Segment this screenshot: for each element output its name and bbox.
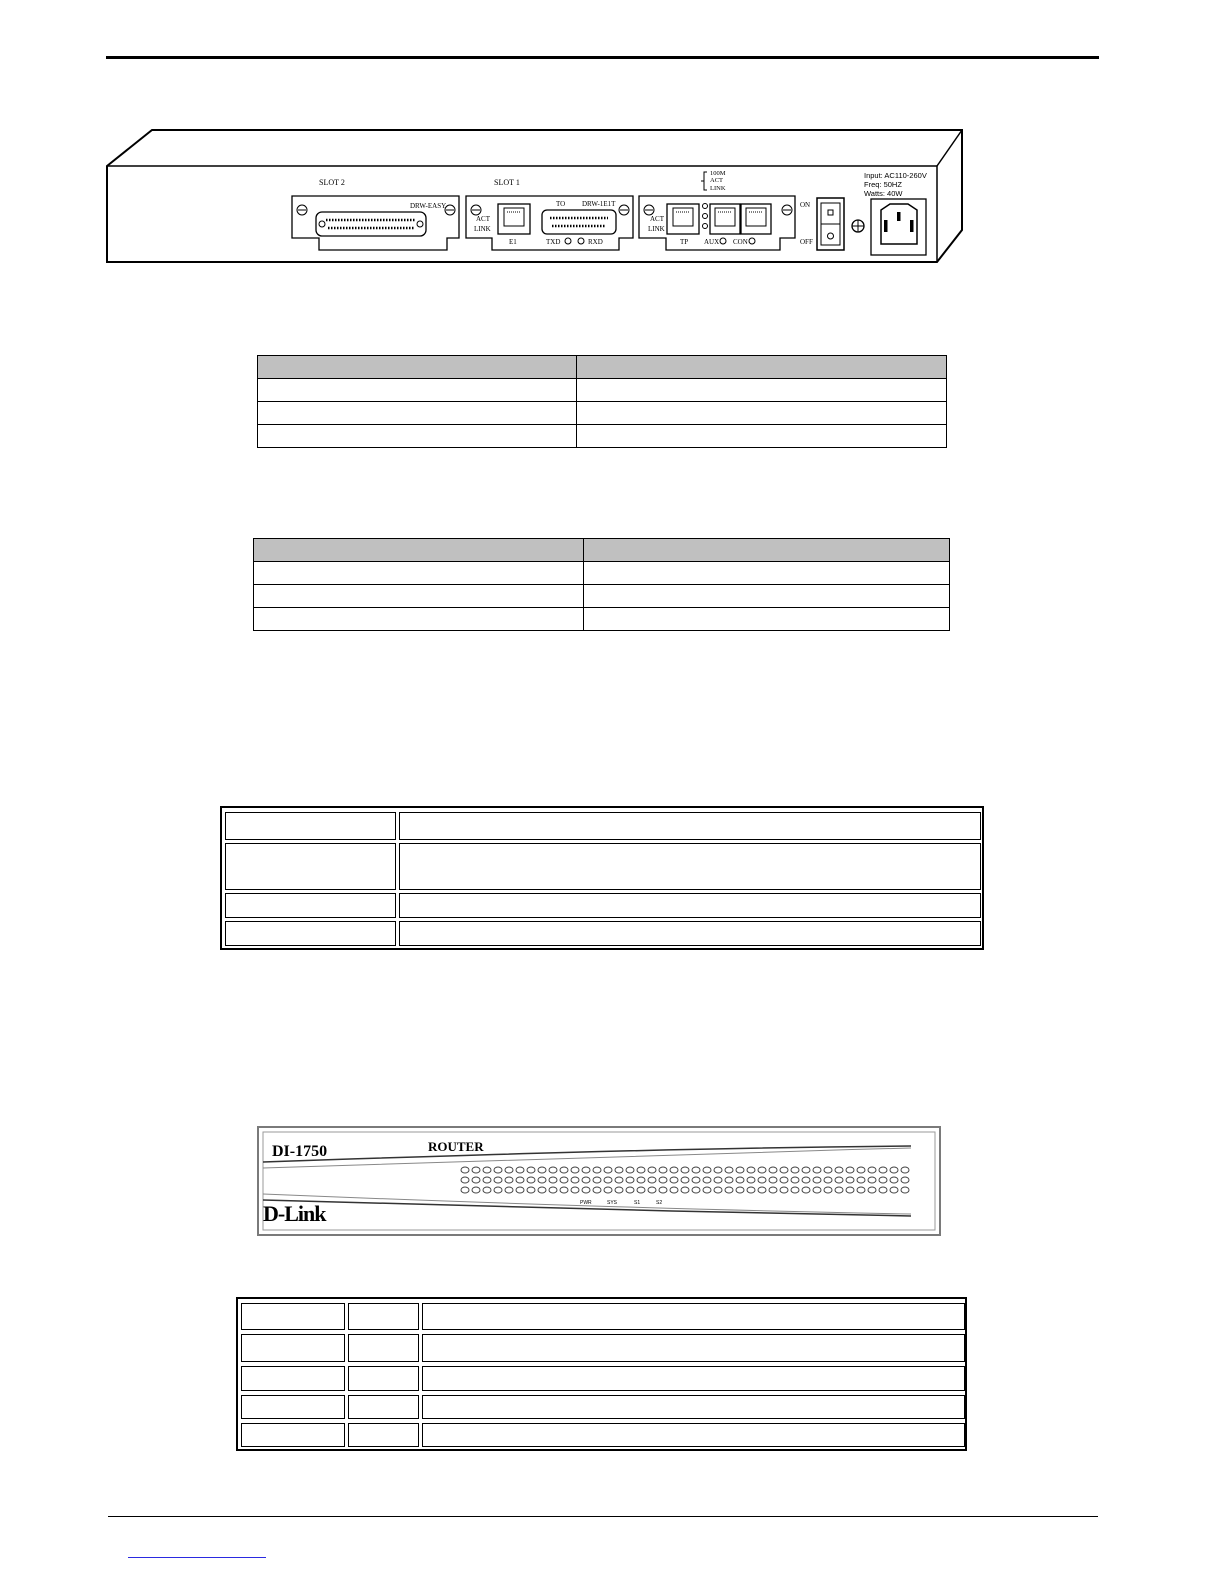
wan-connector — [542, 210, 616, 234]
led-icon — [472, 1187, 480, 1193]
led-icon — [516, 1177, 524, 1183]
slot2-card-name: DRW-EASY — [410, 202, 447, 210]
table-cell — [225, 921, 396, 946]
table-cell — [348, 1366, 419, 1391]
slot1-card-name: DRW-1E1T — [582, 200, 616, 208]
led-icon — [560, 1187, 568, 1193]
table-row — [258, 379, 947, 402]
led-icon — [626, 1167, 634, 1173]
led-icon — [659, 1187, 667, 1193]
led-icon — [725, 1167, 733, 1173]
led-link — [703, 224, 708, 229]
led-icon — [868, 1187, 876, 1193]
led-icon — [736, 1177, 744, 1183]
table-cell — [254, 562, 584, 585]
txd-led — [565, 238, 571, 244]
led-icon — [791, 1177, 799, 1183]
off-label: OFF — [800, 238, 813, 246]
led-icon — [659, 1167, 667, 1173]
led-icon — [846, 1167, 854, 1173]
led-icon — [648, 1177, 656, 1183]
led-icon — [637, 1187, 645, 1193]
led-label-s1: S1 — [634, 1200, 641, 1206]
table-cell — [258, 425, 577, 448]
led-icon — [527, 1167, 535, 1173]
act-label: ACT — [650, 215, 664, 223]
rxd-label: RXD — [588, 238, 603, 246]
link-label: LINK — [474, 225, 491, 233]
con-led — [749, 238, 755, 244]
table-cell — [399, 893, 981, 918]
led-icon — [857, 1177, 865, 1183]
led-icon — [835, 1187, 843, 1193]
table-row — [254, 585, 950, 608]
led-icon — [615, 1177, 623, 1183]
led-icon — [505, 1167, 513, 1173]
led-icon — [560, 1167, 568, 1173]
slot2-label: SLOT 2 — [319, 178, 345, 187]
led-label-pwr: PWR — [580, 1200, 592, 1206]
table-cell — [225, 812, 396, 840]
led-icon — [824, 1177, 832, 1183]
led-icon — [758, 1177, 766, 1183]
rear-panel-illustration — [104, 126, 968, 266]
power-input-label: Input: AC110-260V — [864, 171, 927, 180]
led-icon — [472, 1167, 480, 1173]
led-icon — [604, 1167, 612, 1173]
led-icon — [747, 1167, 755, 1173]
table-cell — [348, 1395, 419, 1419]
table-cell — [577, 402, 947, 425]
table-cell — [348, 1423, 419, 1447]
led-icon — [868, 1177, 876, 1183]
led-icon — [670, 1167, 678, 1173]
led-icon — [901, 1177, 909, 1183]
power-freq-label: Freq: 50HZ — [864, 180, 902, 189]
table-4 — [236, 1297, 967, 1451]
table-cell — [241, 1303, 345, 1330]
led-icon — [879, 1187, 887, 1193]
led-label-s2: S2 — [656, 1200, 663, 1206]
led-icon — [615, 1167, 623, 1173]
led-icon — [538, 1177, 546, 1183]
led-icon — [824, 1167, 832, 1173]
led-icon — [879, 1177, 887, 1183]
led-icon — [769, 1167, 777, 1173]
led-icon — [670, 1177, 678, 1183]
led-label-sys: SYS — [607, 1200, 618, 1206]
led-icon — [890, 1167, 898, 1173]
table-cell — [258, 379, 577, 402]
led-icon — [626, 1187, 634, 1193]
led-icon — [890, 1177, 898, 1183]
led-icon — [494, 1187, 502, 1193]
table-cell — [422, 1303, 965, 1330]
led-icon — [736, 1167, 744, 1173]
led-icon — [615, 1187, 623, 1193]
led-icon — [813, 1187, 821, 1193]
table-cell — [584, 539, 950, 562]
led-icon — [868, 1167, 876, 1173]
link-label: LINK — [648, 225, 665, 233]
led-icon — [494, 1177, 502, 1183]
led-icon — [593, 1177, 601, 1183]
led-icon — [758, 1167, 766, 1173]
led-icon — [692, 1167, 700, 1173]
led-act — [703, 214, 708, 219]
led-icon — [461, 1187, 469, 1193]
table-cell — [399, 843, 981, 890]
led-icon — [604, 1177, 612, 1183]
table-cell — [254, 585, 584, 608]
table-cell — [254, 539, 584, 562]
top-rule — [106, 56, 1099, 59]
led-icon — [835, 1167, 843, 1173]
led-grid — [461, 1167, 909, 1193]
led-icon — [648, 1187, 656, 1193]
led-icon — [505, 1187, 513, 1193]
table-cell — [422, 1395, 965, 1419]
aux-label: AUX — [704, 238, 720, 246]
led-icon — [472, 1177, 480, 1183]
led-icon — [824, 1187, 832, 1193]
footer-link-underline[interactable] — [128, 1557, 266, 1558]
power-watts-label: Watts: 40W — [864, 189, 903, 198]
led-icon — [791, 1167, 799, 1173]
led-icon — [802, 1167, 810, 1173]
model-label: DI-1750 — [272, 1143, 328, 1160]
led-icon — [571, 1187, 579, 1193]
table-cell — [422, 1334, 965, 1362]
led-icon — [703, 1187, 711, 1193]
led-act-label: ACT — [710, 177, 723, 184]
led-icon — [791, 1187, 799, 1193]
table-row — [254, 562, 950, 585]
led-icon — [604, 1187, 612, 1193]
txd-label: TXD — [546, 238, 561, 246]
table-header-row — [254, 539, 950, 562]
led-icon — [769, 1187, 777, 1193]
tp-label: TP — [680, 238, 689, 246]
table-cell — [577, 379, 947, 402]
dlink-logo: D-Link — [263, 1201, 326, 1226]
led-icon — [582, 1167, 590, 1173]
led-icon — [516, 1167, 524, 1173]
on-label: ON — [800, 201, 811, 209]
table-cell — [422, 1366, 965, 1391]
led-icon — [813, 1167, 821, 1173]
table-cell — [584, 585, 950, 608]
table-cell — [577, 356, 947, 379]
con-label: CON — [733, 238, 748, 246]
led-icon — [769, 1177, 777, 1183]
led-icon — [461, 1167, 469, 1173]
table-cell — [241, 1423, 345, 1447]
table-row — [254, 608, 950, 631]
led-icon — [692, 1187, 700, 1193]
led-icon — [538, 1187, 546, 1193]
led-icon — [802, 1177, 810, 1183]
table-cell — [225, 843, 396, 890]
led-icon — [483, 1187, 491, 1193]
led-icon — [890, 1187, 898, 1193]
led-icon — [527, 1187, 535, 1193]
led-icon — [637, 1167, 645, 1173]
aux-led — [720, 238, 726, 244]
led-icon — [857, 1167, 865, 1173]
led-icon — [461, 1177, 469, 1183]
table-cell — [258, 402, 577, 425]
table-cell — [399, 921, 981, 946]
led-icon — [494, 1167, 502, 1173]
led-icon — [681, 1167, 689, 1173]
led-icon — [527, 1177, 535, 1183]
led-icon — [582, 1177, 590, 1183]
led-icon — [483, 1167, 491, 1173]
table-cell — [241, 1334, 345, 1362]
table-cell — [225, 893, 396, 918]
led-icon — [901, 1187, 909, 1193]
table-cell — [254, 608, 584, 631]
table-header-row — [258, 356, 947, 379]
led-icon — [879, 1167, 887, 1173]
table-cell — [584, 608, 950, 631]
led-icon — [626, 1177, 634, 1183]
led-icon — [780, 1177, 788, 1183]
led-icon — [670, 1187, 678, 1193]
led-icon — [681, 1177, 689, 1183]
led-icon — [659, 1177, 667, 1183]
led-icon — [780, 1167, 788, 1173]
led-icon — [681, 1187, 689, 1193]
table-3 — [220, 806, 984, 950]
table-2 — [253, 538, 950, 631]
led-icon — [703, 1167, 711, 1173]
led-icon — [802, 1187, 810, 1193]
led-icon — [846, 1177, 854, 1183]
table-1 — [257, 355, 947, 448]
led-icon — [846, 1187, 854, 1193]
led-icon — [560, 1177, 568, 1183]
led-icon — [505, 1177, 513, 1183]
bottom-rule — [108, 1516, 1098, 1517]
to-label: TO — [556, 200, 566, 208]
table-row — [258, 402, 947, 425]
led-icon — [901, 1167, 909, 1173]
slot1-label: SLOT 1 — [494, 178, 520, 187]
led-icon — [747, 1187, 755, 1193]
led-icon — [736, 1187, 744, 1193]
led-icon — [593, 1167, 601, 1173]
serial-connector — [316, 212, 426, 236]
led-icon — [758, 1187, 766, 1193]
led-link-label: LINK — [710, 185, 726, 192]
led-icon — [692, 1177, 700, 1183]
table-cell — [422, 1423, 965, 1447]
front-panel-illustration — [257, 1126, 941, 1236]
led-icon — [714, 1167, 722, 1173]
table-cell — [584, 562, 950, 585]
table-cell — [348, 1334, 419, 1362]
led-icon — [857, 1187, 865, 1193]
router-label: ROUTER — [428, 1139, 484, 1154]
led-icon — [714, 1187, 722, 1193]
led-icon — [725, 1177, 733, 1183]
led-icon — [538, 1167, 546, 1173]
led-icon — [582, 1187, 590, 1193]
rxd-led — [578, 238, 584, 244]
table-cell — [241, 1366, 345, 1391]
led-icon — [593, 1187, 601, 1193]
led-icon — [648, 1167, 656, 1173]
led-100m — [703, 204, 708, 209]
led-100m-label: 100M — [710, 170, 726, 177]
led-icon — [549, 1177, 557, 1183]
led-icon — [725, 1187, 733, 1193]
table-cell — [348, 1303, 419, 1330]
table-cell — [258, 356, 577, 379]
led-icon — [714, 1177, 722, 1183]
led-icon — [549, 1167, 557, 1173]
act-label: ACT — [476, 215, 490, 223]
led-icon — [747, 1177, 755, 1183]
table-cell — [399, 812, 981, 840]
led-icon — [516, 1187, 524, 1193]
led-icon — [835, 1177, 843, 1183]
table-cell — [577, 425, 947, 448]
led-icon — [549, 1187, 557, 1193]
led-icon — [571, 1177, 579, 1183]
table-row — [258, 425, 947, 448]
led-icon — [703, 1177, 711, 1183]
led-icon — [813, 1177, 821, 1183]
led-icon — [571, 1167, 579, 1173]
led-icon — [780, 1187, 788, 1193]
table-cell — [241, 1395, 345, 1419]
led-icon — [637, 1177, 645, 1183]
led-icon — [483, 1177, 491, 1183]
e1-label: E1 — [509, 238, 517, 246]
